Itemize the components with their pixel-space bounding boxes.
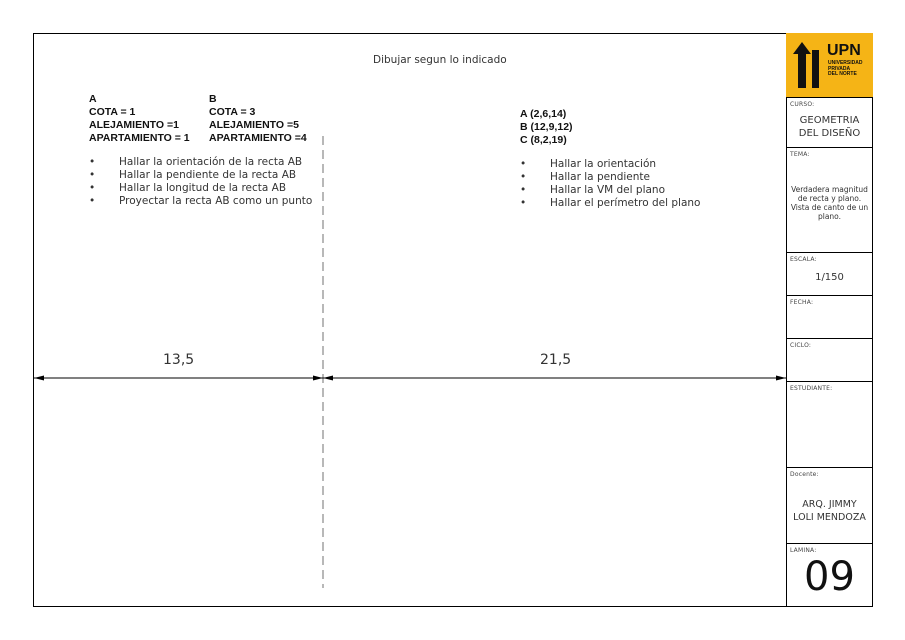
list-item: • Hallar la pendiente de la recta AB xyxy=(89,169,312,182)
escala-value: 1/150 xyxy=(815,272,844,283)
plane-point-a: A (2,6,14) xyxy=(520,108,567,120)
fecha-label: FECHA: xyxy=(790,299,814,306)
arrow-right-end-icon xyxy=(776,376,786,381)
arrow-left-start-icon xyxy=(34,376,44,381)
docente-line: LOLI MENDOZA xyxy=(793,512,866,523)
tema-line: plano. xyxy=(817,212,842,221)
tema-line: Vista de canto de un xyxy=(790,203,869,212)
ciclo-cell xyxy=(786,338,873,381)
curso-line: GEOMETRIA xyxy=(799,115,860,126)
list-item: • Proyectar la recta AB como un punto xyxy=(89,195,312,208)
list-item: • Hallar la longitud de la recta AB xyxy=(89,182,312,195)
list-item: • Hallar la pendiente xyxy=(520,171,700,184)
point-a-alejamiento: ALEJAMIENTO =1 xyxy=(89,119,179,131)
ciclo-label: CICLO: xyxy=(790,342,812,349)
logo-sub-line: UNIVERSIDAD xyxy=(828,60,863,66)
point-a-cota: COTA = 1 xyxy=(89,106,136,118)
point-b-apartamiento: APARTAMIENTO =4 xyxy=(209,132,307,144)
logo-sub-line: DEL NORTE xyxy=(828,71,857,77)
estudiante-label: ESTUDIANTE: xyxy=(790,385,833,392)
curso-line: DEL DISEÑO xyxy=(798,128,861,139)
tema-cell xyxy=(786,147,873,252)
list-item: • Hallar el perímetro del plano xyxy=(520,197,700,210)
docente-cell xyxy=(786,467,873,543)
escala-label: ESCALA: xyxy=(790,256,817,263)
curso-value xyxy=(786,114,873,140)
lamina-cell xyxy=(786,543,873,607)
docente-line: ARQ. JIMMY xyxy=(802,499,857,510)
curso-cell xyxy=(786,97,873,147)
tema-line: de recta y plano. xyxy=(797,194,862,203)
dimension-right: 21,5 xyxy=(540,352,572,368)
arrow-right-start-icon xyxy=(323,376,333,381)
estudiante-cell xyxy=(786,381,873,467)
point-b-cota: COTA = 3 xyxy=(209,106,256,118)
dimension-left: 13,5 xyxy=(163,352,195,368)
logo-text: UPN xyxy=(827,42,861,59)
instruction-heading: Dibujar segun lo indicado xyxy=(373,54,507,66)
lamina-label: LAMINA: xyxy=(790,547,817,554)
docente-label: Docente: xyxy=(790,471,819,478)
list-item: • Hallar la VM del plano xyxy=(520,184,700,197)
lamina-value: 09 xyxy=(804,554,855,600)
plane-point-b: B (12,9,12) xyxy=(520,121,573,133)
plane-point-c: C (8,2,19) xyxy=(520,134,567,146)
fecha-cell xyxy=(786,295,873,338)
tema-label: TEMA: xyxy=(790,151,810,158)
point-a-apartamiento: APARTAMIENTO = 1 xyxy=(89,132,190,144)
list-item: • Hallar la orientación xyxy=(520,158,700,171)
list-item: • Hallar la orientación de la recta AB xyxy=(89,156,312,169)
logo-sub-line: PRIVADA xyxy=(828,65,851,72)
upn-arrow-icon xyxy=(793,42,823,88)
point-a-label: A xyxy=(89,93,97,105)
docente-value xyxy=(786,498,873,524)
tema-value xyxy=(786,185,873,221)
point-b-label: B xyxy=(209,93,217,105)
point-b-alejamiento: ALEJAMIENTO =5 xyxy=(209,119,299,131)
escala-cell xyxy=(786,252,873,295)
logo-subtitle xyxy=(828,61,862,78)
upn-logo xyxy=(786,33,873,97)
curso-label: CURSO: xyxy=(790,101,815,108)
arrow-left-end-icon xyxy=(313,376,323,381)
tema-line: Verdadera magnitud xyxy=(791,185,868,194)
